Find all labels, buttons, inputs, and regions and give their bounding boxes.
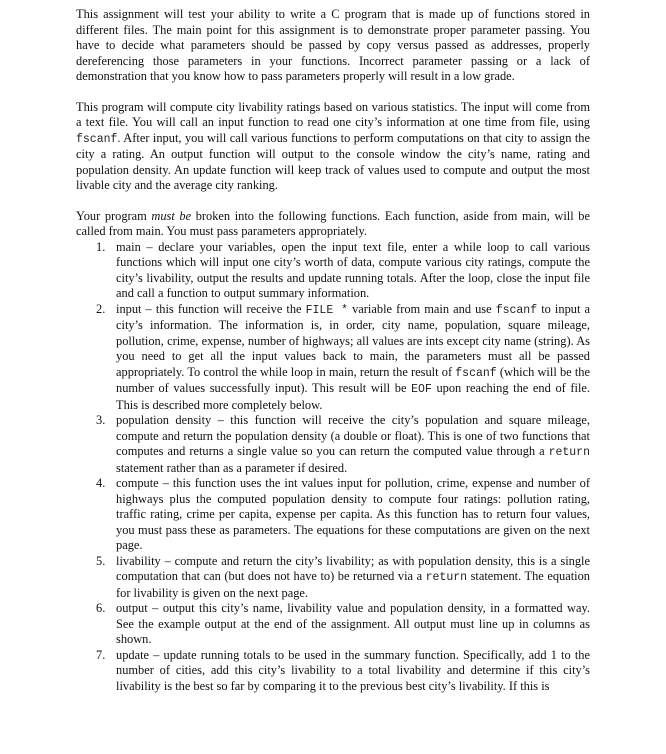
emphasis-text: must be	[151, 208, 192, 223]
list-number: 7.	[96, 647, 106, 662]
intro-paragraph: This assignment will test your ability to write a C program that is made up of functions stored in different files. The main point for this assignment is to demonstrate proper parameter passing. You have to decide what parameters should be passed by copy versus passed as addresses, properly dereferencing those parameters in your functions. Incorrect parameter passing or a lack of demonstration that you know how to pass parameters properly will result in a low grade.	[76, 7, 590, 83]
paragraph-gap	[76, 85, 590, 100]
text-run: population density – this function will receive the city’s population and square mileage, compute and return the population density (a double or float). This is one of two functions that computes and returns a single value so you can return the computed value through a	[116, 413, 590, 458]
code-return: return	[425, 571, 468, 584]
paragraph-gap	[76, 194, 590, 209]
code-return: return	[548, 446, 590, 459]
list-number: 1.	[96, 239, 106, 254]
text-run: livability – compute and return the city’s livability; as with population density, this is a single computation that can (but does not have to) be returned via a	[116, 553, 590, 583]
text-run: upon reaching the end of file. This is described more completely below.	[116, 381, 591, 412]
text-run: input – this function will receive the	[116, 301, 306, 316]
code-fscanf: fscanf	[76, 132, 118, 146]
list-number: 5.	[96, 553, 106, 568]
functions-intro-paragraph	[76, 209, 590, 240]
text-run: . After input, you will call various functions to perform computations on that city to assign the city a rating. An output function will output to the console window the city’s name, rating and population density. An update function will keep track of values used to compute and output the most livable city and the average city ranking.	[76, 130, 590, 192]
list-item-text: compute – this function uses the int values input for pollution, crime, expense and number of highways plus the computed population density to compute four ratings: pollution rating, traffic rating, crime per capita, expense per capita. As this function has to return four values, you must pass these as parameters. The equations for these computations are given on the next page.	[116, 476, 590, 552]
list-number: 4.	[96, 476, 106, 490]
list-item-population-density	[76, 413, 590, 476]
text-run: variable from main and use	[348, 301, 496, 316]
text-run: Your program	[76, 208, 152, 223]
list-item-update	[76, 648, 590, 695]
list-item-text: output – output this city’s name, livability value and population density, in a formatted way. See the example output at the end of the assignment. All output must line up in columns as shown.	[116, 601, 590, 646]
list-item-livability	[76, 554, 590, 602]
list-item-output	[76, 601, 590, 648]
list-item-text: update – update running totals to be used in the summary function. Specifically, add 1 to the number of cities, add this city’s livability to a total livability and determine if this city’s livability is the best so far by comparing it to the previous best city’s livability. If this is	[116, 647, 590, 693]
list-number: 3.	[96, 413, 106, 427]
code-eof: EOF	[411, 383, 432, 396]
code-fscanf: fscanf	[495, 303, 538, 317]
list-number: 2.	[96, 301, 106, 316]
text-run: This program will compute city livability ratings based on various statistics. The input will come from a text file. You will call an input function to read one city’s information at one time from file, using	[76, 99, 590, 129]
list-number: 6.	[96, 601, 106, 615]
list-item-text: main – declare your variables, open the input text file, enter a while loop to call various functions which will input one city’s worth of data, compute various city ratings, compute the city’s livability, output the results and update running totals. After the loop, close the input file and call a function to output summary information.	[116, 239, 590, 300]
text-run: to input a city’s information. The information is, in order, city name, population, square mileage, pollution, crime, expense, number of highways; all values are ints except city name (string). As you need to get all the input values back to main, the parameters must all be passed appropriately. To control the while loop in main, return the result of	[116, 301, 590, 379]
code-fscanf: fscanf	[455, 366, 497, 380]
text-run: statement rather than as a parameter if desired.	[116, 460, 348, 475]
text-run: broken into the following functions. Each function, aside from main, will be called from main. You must pass parameters appropriately.	[76, 208, 590, 238]
function-list	[76, 240, 590, 695]
list-item-main	[76, 240, 590, 302]
program-description-paragraph	[76, 100, 590, 194]
text-run: (which will be the number of values successfully input). This result will be	[116, 364, 590, 395]
code-file-pointer: FILE *	[305, 303, 349, 317]
list-item-input	[76, 302, 590, 414]
text-run: statement. The equation for livability is given on the next page.	[116, 569, 590, 600]
list-item-compute	[76, 476, 590, 554]
